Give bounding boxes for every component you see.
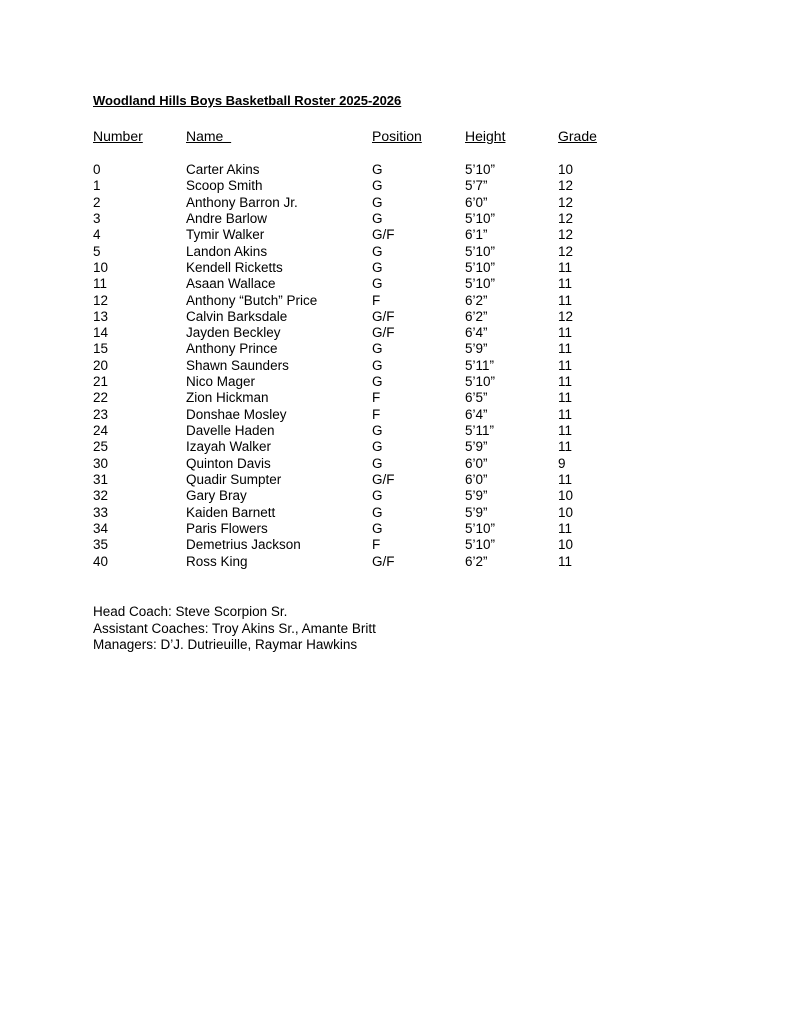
player-name: Anthony Prince (186, 341, 278, 357)
table-row (0, 178, 791, 194)
player-position: G (372, 194, 383, 210)
player-height: 5’10” (465, 210, 496, 226)
player-name: Nico Mager (186, 374, 256, 390)
player-name: Asaan Wallace (186, 276, 276, 292)
player-name: Quadir Sumpter (186, 471, 282, 487)
player-name: Izayah Walker (186, 439, 272, 455)
player-grade: 11 (558, 259, 573, 275)
player-name: Gary Bray (186, 488, 247, 504)
table-row (0, 554, 791, 570)
player-position: G (372, 488, 383, 504)
player-position: G (372, 357, 383, 373)
player-position: F (372, 390, 381, 406)
player-height: 5’10” (465, 374, 496, 390)
player-grade: 9 (558, 455, 566, 471)
player-grade: 11 (558, 439, 573, 455)
player-number: 15 (93, 341, 109, 357)
player-height: 5’10” (465, 243, 496, 259)
player-height: 6’2” (465, 292, 488, 308)
table-row (0, 358, 791, 374)
player-name: Ross King (186, 553, 248, 569)
player-grade: 11 (558, 423, 573, 438)
player-grade: 12 (558, 308, 574, 324)
player-grade: 11 (558, 471, 573, 487)
player-grade: 10 (558, 504, 574, 520)
player-position: G (372, 210, 383, 226)
player-height: 5’10” (465, 520, 496, 536)
player-height: 6’5” (465, 390, 488, 406)
header-grade: Grade (558, 128, 597, 144)
roster-table (0, 162, 791, 570)
player-grade: 11 (558, 390, 573, 406)
table-row (0, 276, 791, 292)
header-position: Position (372, 128, 422, 144)
player-position: G (372, 178, 383, 194)
player-position: G/F (372, 553, 395, 569)
table-row (0, 374, 791, 390)
document-title: Woodland Hills Boys Basketball Roster 2025-2026 (93, 93, 402, 108)
managers: Managers: D’J. Dutrieuille, Raymar Hawkins (93, 637, 358, 652)
player-position: F (372, 292, 381, 308)
table-row (0, 472, 791, 488)
table-row (0, 456, 791, 472)
player-name: Paris Flowers (186, 520, 268, 536)
player-number: 12 (93, 292, 109, 308)
table-row (0, 390, 791, 406)
player-number: 20 (93, 357, 109, 373)
head-coach: Head Coach: Steve Scorpion Sr. (93, 604, 288, 619)
player-grade: 12 (558, 178, 574, 194)
player-position: G (372, 259, 383, 275)
player-height: 5’10” (465, 537, 496, 553)
player-name: Shawn Saunders (186, 357, 289, 373)
player-number: 24 (93, 423, 109, 438)
table-row (0, 244, 791, 260)
player-grade: 11 (558, 276, 573, 292)
player-number: 30 (93, 455, 109, 471)
player-height: 6’0” (465, 471, 488, 487)
player-grade: 12 (558, 227, 574, 243)
player-name: Jayden Beckley (186, 325, 281, 341)
player-position: G (372, 341, 383, 357)
table-row (0, 325, 791, 341)
player-number: 5 (93, 243, 101, 259)
player-height: 5’10” (465, 276, 496, 292)
player-number: 31 (93, 471, 109, 487)
table-row (0, 211, 791, 227)
player-number: 3 (93, 210, 101, 226)
player-height: 5’9” (465, 488, 488, 504)
player-position: G/F (372, 325, 395, 341)
table-row (0, 341, 791, 357)
header-name: Name (186, 128, 232, 144)
player-number: 4 (93, 227, 101, 243)
player-position: G/F (372, 471, 395, 487)
player-grade: 11 (558, 325, 573, 341)
player-name: Tymir Walker (186, 227, 265, 243)
player-grade: 11 (558, 406, 573, 422)
player-position: G/F (372, 308, 395, 324)
player-position: G (372, 423, 383, 438)
table-row (0, 537, 791, 553)
player-name: Anthony Barron Jr. (186, 194, 298, 210)
player-number: 32 (93, 488, 109, 504)
player-number: 21 (93, 374, 109, 390)
player-number: 23 (93, 406, 109, 422)
table-row (0, 407, 791, 423)
player-name: Kendell Ricketts (186, 259, 283, 275)
player-name: Scoop Smith (186, 178, 263, 194)
player-name: Landon Akins (186, 243, 268, 259)
player-grade: 11 (558, 374, 573, 390)
player-position: G (372, 455, 383, 471)
player-grade: 10 (558, 488, 574, 504)
header-height: Height (465, 128, 506, 144)
player-number: 22 (93, 390, 109, 406)
table-row (0, 488, 791, 504)
player-position: G/F (372, 227, 395, 243)
player-height: 6’0” (465, 455, 488, 471)
player-name: Anthony “Butch” Price (186, 292, 318, 308)
player-name: Demetrius Jackson (186, 537, 301, 553)
player-number: 33 (93, 504, 109, 520)
player-grade: 11 (558, 553, 573, 569)
player-name: Calvin Barksdale (186, 308, 288, 324)
player-position: G (372, 520, 383, 536)
coaching-staff (93, 604, 376, 654)
player-height: 5’9” (465, 504, 488, 520)
player-number: 34 (93, 520, 109, 536)
player-height: 6’4” (465, 406, 488, 422)
player-height: 6’0” (465, 194, 488, 210)
header-number: Number (93, 128, 143, 144)
player-name: Davelle Haden (186, 423, 275, 438)
player-number: 1 (93, 178, 101, 194)
player-name: Andre Barlow (186, 210, 268, 226)
player-position: G (372, 243, 383, 259)
player-position: G (372, 374, 383, 390)
table-row (0, 521, 791, 537)
player-position: G (372, 162, 383, 177)
player-height: 6’1” (465, 227, 488, 243)
player-number: 10 (93, 259, 109, 275)
player-height: 5’7” (465, 178, 488, 194)
player-height: 5’11” (465, 423, 495, 438)
player-number: 40 (93, 553, 109, 569)
table-row (0, 162, 791, 178)
player-grade: 11 (558, 357, 573, 373)
player-height: 6’2” (465, 308, 488, 324)
player-name: Carter Akins (186, 162, 260, 177)
table-row (0, 423, 791, 439)
table-row (0, 505, 791, 521)
player-name: Kaiden Barnett (186, 504, 276, 520)
roster-header-row (0, 128, 791, 146)
player-grade: 11 (558, 520, 573, 536)
table-row (0, 260, 791, 276)
table-row (0, 309, 791, 325)
player-number: 25 (93, 439, 109, 455)
player-height: 5’9” (465, 341, 488, 357)
player-position: G (372, 439, 383, 455)
player-height: 5’10” (465, 259, 496, 275)
player-name: Zion Hickman (186, 390, 269, 406)
player-grade: 10 (558, 537, 574, 553)
player-grade: 12 (558, 210, 574, 226)
player-number: 2 (93, 194, 101, 210)
player-position: F (372, 537, 381, 553)
player-height: 5’9” (465, 439, 488, 455)
player-height: 5’11” (465, 357, 495, 373)
table-row (0, 293, 791, 309)
player-name: Donshae Mosley (186, 406, 287, 422)
table-row (0, 227, 791, 243)
player-grade: 10 (558, 162, 574, 177)
player-number: 13 (93, 308, 109, 324)
player-number: 14 (93, 325, 109, 341)
player-number: 0 (93, 162, 101, 177)
player-position: G (372, 276, 383, 292)
table-row (0, 195, 791, 211)
player-position: G (372, 504, 383, 520)
player-height: 5’10” (465, 162, 496, 177)
table-row (0, 439, 791, 455)
player-grade: 12 (558, 243, 574, 259)
assistant-coaches: Assistant Coaches: Troy Akins Sr., Amante Britt (93, 620, 376, 636)
player-name: Quinton Davis (186, 455, 271, 471)
player-grade: 11 (558, 341, 573, 357)
player-height: 6’2” (465, 553, 488, 569)
player-position: F (372, 406, 381, 422)
player-height: 6’4” (465, 325, 488, 341)
player-number: 35 (93, 537, 109, 553)
player-grade: 11 (558, 292, 573, 308)
player-number: 11 (93, 276, 108, 292)
player-grade: 12 (558, 194, 574, 210)
